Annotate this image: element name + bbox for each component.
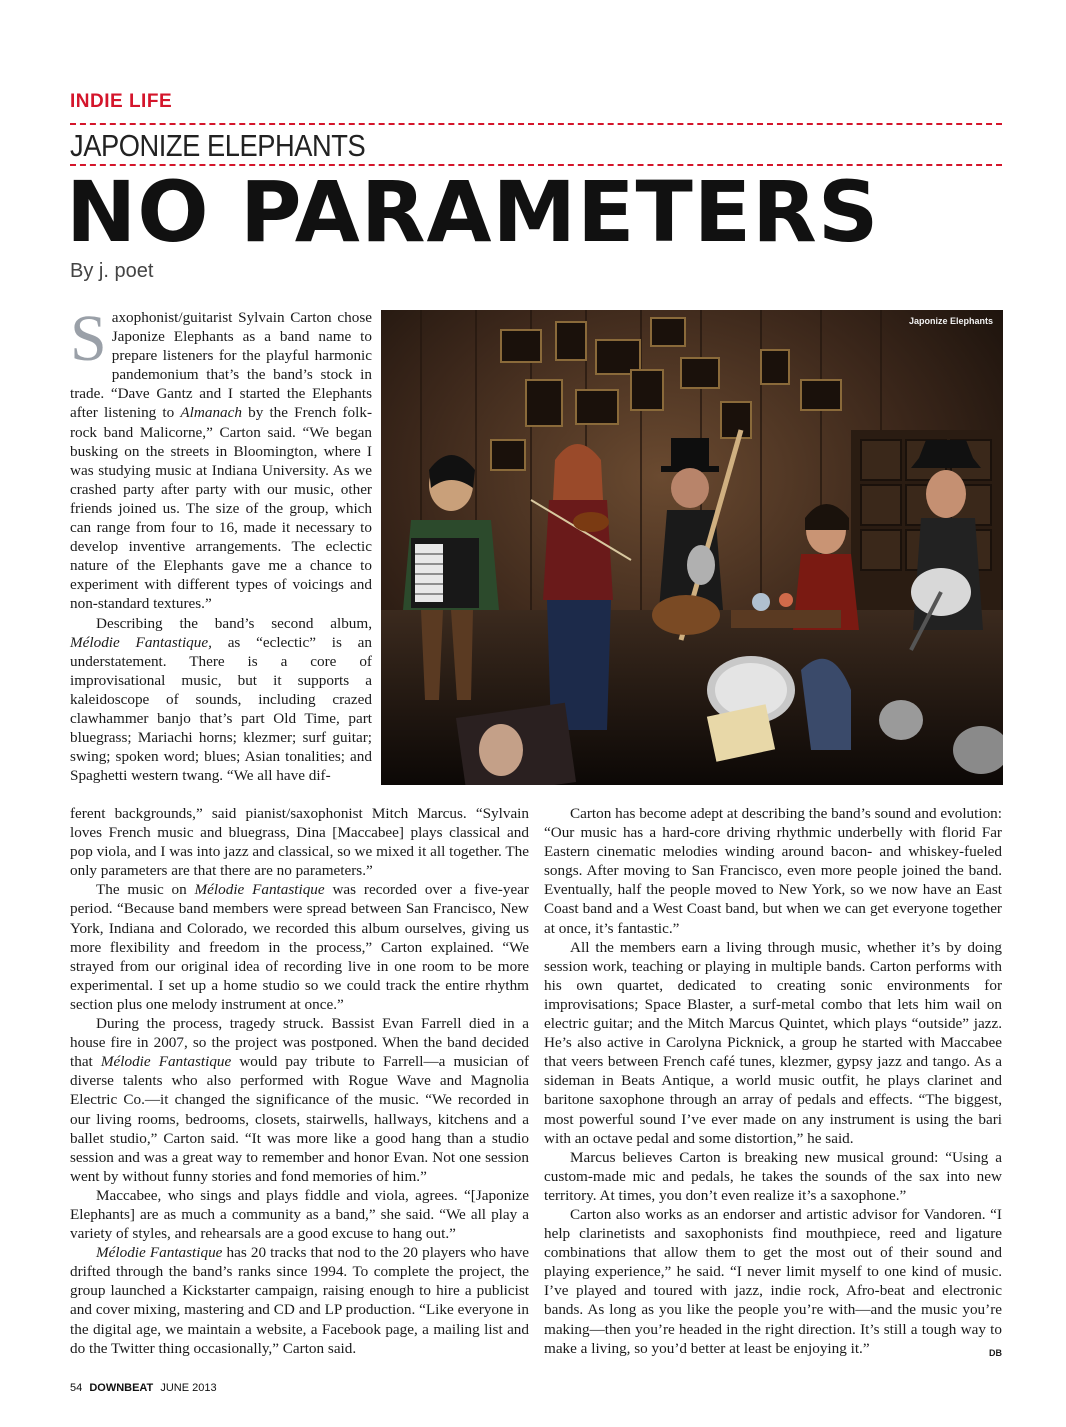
end-mark: DB xyxy=(989,1347,1002,1358)
album-title: Mélodie Fantastique xyxy=(96,1244,223,1262)
article-column-1 xyxy=(70,302,373,785)
headline: NO PARAMETERS xyxy=(66,163,880,261)
photo-credit: Japonize Elephants xyxy=(908,316,993,326)
band-photo xyxy=(381,310,1003,785)
text-run: The music on xyxy=(96,881,195,899)
text-run: During the process, tragedy struck. Bassist Evan Farrell died in a house fire in 2007, so the project was postponed. When the band decided that xyxy=(70,1015,529,1071)
article-column-2 xyxy=(70,804,529,1358)
magazine-name: DOWNBEAT xyxy=(89,1382,154,1394)
paragraph xyxy=(70,880,529,1014)
top-divider xyxy=(70,123,1002,125)
band-name: JAPONIZE ELEPHANTS xyxy=(70,128,366,163)
paragraph: Carton has become adept at describing the band’s sound and evolution: “Our music has a hard-core driving rhythmic underbelly with florid Far Eastern cinematic melodies winding around bacon- and whiskey-fueled songs. After moving to San Francisco, even more people joined the band. Eventually, half the people moved to New York, so we now have an East Coast band and a West Coast band, but when we can get everyone together at once, it’s fantastic.” xyxy=(544,805,1002,937)
paragraph xyxy=(70,1014,529,1186)
paragraph: ferent backgrounds,” said pianist/saxophonist Mitch Marcus. “Sylvain loves French music and bluegrass, Dina [Maccabee] plays classical and pop viola, and I was into jazz and classical, so we mixed it all together. The only parameters are that there are no parameters.” xyxy=(70,805,529,880)
paragraph: All the members earn a living through music, whether it’s by doing session work, teaching or playing in multiple bands. Carton performs with his own quartet, dedicated to creating sonic environments for improvisations; Space Blaster, a surf-metal combo that lets him wail on electric guitar; and the Mitch Marcus Quintet, which plays “outside” jazz. He’s also active in Carolyna Picknick, a group he started with Maccabee that veers between French café tunes, klezmer, gypsy jazz and tango. As a sideman in Beats Antique, a world music outfit, he plays clarinet and baritone saxophone through an array of pedals and effects. “The biggest, most powerful sound I’ve ever made on any instrument is using the bari with an octave pedal and some distortion,” he said. xyxy=(544,938,1002,1147)
text-run: Carton also works as an endorser and artistic advisor for Vandoren. “I help clarinetists and saxophonists find mouthpiece, reed and ligature combinations that allow them to get the most out of their sound and playing experience,” he said. “I never limit myself to one kind of music. I’ve played and toured with jazz, indie rock, Afro-beat and electronic bands. As long as you like the people you’re with—and the music you’re making—then you’re headed in the right direction. It’s still a tough way to make a living, so you’d better at least be enjoying it.” xyxy=(544,1205,1002,1357)
album-title: Mélodie Fantastique xyxy=(194,881,325,899)
album-title: Mélodie Fantastique xyxy=(100,1053,232,1071)
paragraph xyxy=(70,1243,529,1358)
text-run: by the French folk-rock band Malicorne,” Carton said. “We began busking on the streets in Bloomington, where I was studying music at Indiana University. As we crashed party after party with our music, other friends joined us. The size of the group, which can range from four to 16, made it necessary to develop inventive arrangements. The eclectic nature of the Elephants gave me a chance to experiment with different types of voicings and non-standard textures.” xyxy=(70,404,373,613)
page-footer xyxy=(70,1382,217,1394)
article-column-3 xyxy=(544,804,1002,1363)
section-label: INDIE LIFE xyxy=(70,91,173,112)
drop-cap: S xyxy=(70,302,107,375)
text-run: has 20 tracks that nod to the 20 players who have drifted through the band’s ranks since 1994. To complete the project, the group launched a Kickstarter campaign, raising enough to hire a publicist and cover mixing, mastering and CD and LP production. “Like everyone in the digital age, we maintain a website, a Facebook page, a mailing list and do the Twitter thing occasionally,” Carton said. xyxy=(70,1244,529,1357)
album-title: Mélodie Fantastique, xyxy=(70,633,212,651)
page-number: 54 xyxy=(70,1382,83,1394)
paragraph: Maccabee, who sings and plays fiddle and viola, agrees. “[Japonize Elephants] are as much a community as a band,” she said. “We all play a variety of styles, and rehearsals are a good excuse to hang out.” xyxy=(70,1186,529,1243)
paragraph xyxy=(70,302,373,614)
paragraph xyxy=(544,1205,1002,1358)
byline: By j. poet xyxy=(70,260,154,282)
issue-date: JUNE 2013 xyxy=(160,1382,217,1394)
band-photo-illustration xyxy=(381,310,1003,785)
text-run: was recorded over a five-year period. “Because band members were spread between San Francisco, New York, Indiana and Colorado, we recorded this album ourselves, giving us more flexibility and freedom in the process,” Carton explained. “We strayed from our original idea of recording live in one room to be more experimental. I set up a home studio so we could track the entire rhythm section plus one melody instrument at once.” xyxy=(70,881,529,1013)
paragraph xyxy=(70,614,372,786)
text-run: would pay tribute to Farrell—a musician of diverse talents who also performed with Rogue Wave and Magnolia Electric Co.—it changed the significance of the music. “We recorded in our living rooms, bedrooms, closets, stairwells, hallways, kitchens and a ballet studio,” Carton said. “It was more like a good hang than a studio session and was a great way to remember and honor Evan. Not one session went by without funny stories and fond memories of him.” xyxy=(70,1053,529,1185)
text-run: axophonist/guitarist Sylvain Carton chose Japonize Elephants as a band name to prepare listeners for the playful harmonic pandemonium that’s the band’s stock in trade. “Dave Gantz and I started the Elephants after listening to xyxy=(70,309,372,422)
paragraph: Marcus believes Carton is breaking new musical ground: “Using a custom-made mic and pedals, he takes the sounds of the sax into new territory. At times, you don’t even realize it’s a saxophone.” xyxy=(544,1148,1002,1204)
text-run: as “eclectic” is an understatement. There is a core of improvisational music, but it supports a kaleidoscope of sounds, including crazed clawhammer banjo that’s part Old Time, part bluegrass; Mariachi horns; klezmer; surf guitar; swing; spoken word; blues; Asian tonalities; and Spaghetti western twang. “We all have dif- xyxy=(70,633,372,785)
album-title: Almanach xyxy=(180,404,242,422)
text-run: Describing the band’s second album, xyxy=(96,614,372,632)
